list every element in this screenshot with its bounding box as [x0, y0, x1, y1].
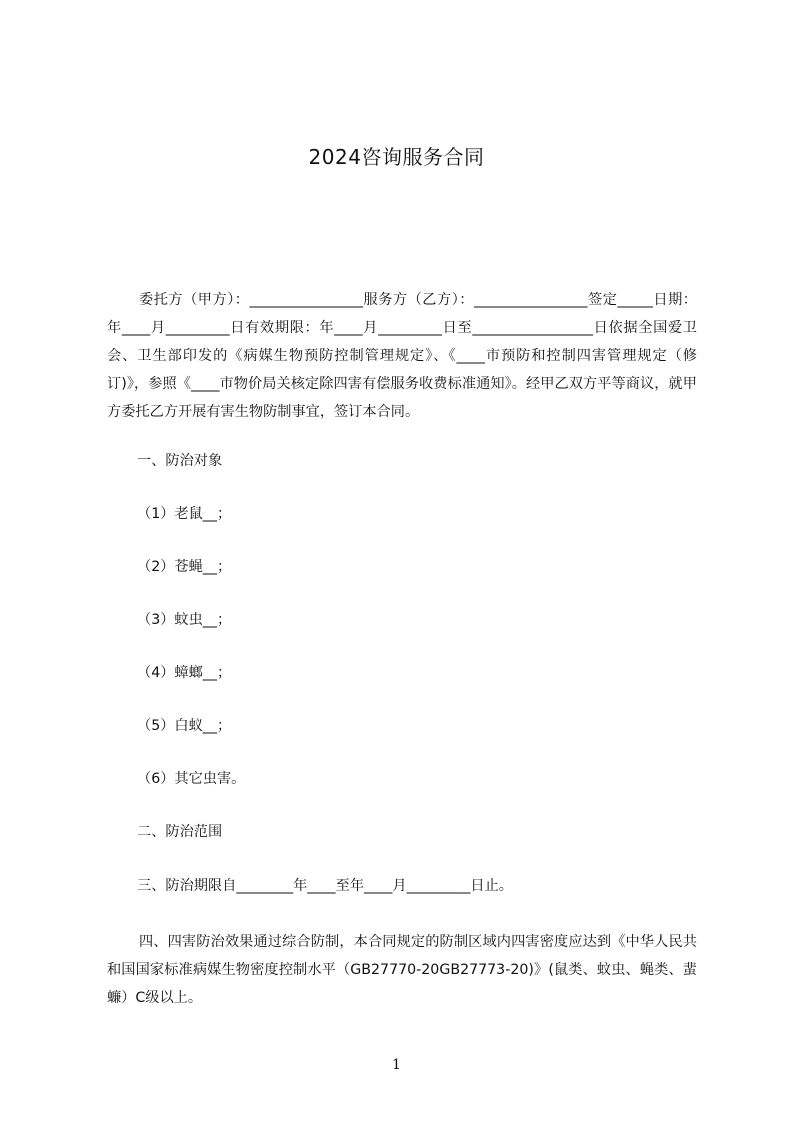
- section4-paragraph: 四、四害防治效果通过综合防制，本合同规定的防制区域内四害密度应达到《中华人民共和国国家标准病媒生物密度控制水平（GB27770-20GB27773-20)》(鼠类、蚊虫、蝇类、蜚蠊）C级以上。: [107, 934, 697, 1006]
- target-item-rat: （1）老鼠__；: [137, 506, 232, 522]
- intro-paragraph: 委托方（甲方）：________________服务方（乙方）：________________签定_____日期：年____月_________日有效期限：年____月_________日至_________________日依据全国爱卫会、卫生部印发的《病媒生物预防控制管理规定》、《____市预防和控制四害管理规定（修订)》，参照《____市物价局关核定除四害有偿服务收费标准通知》。经甲乙双方平等商议，就甲方委托乙方开展有害生物防制事宜，签订本合同。: [107, 292, 697, 420]
- target-item-cockroach: （4）蟑螂__；: [137, 665, 232, 681]
- document-title: 2024咨询服务合同: [308, 145, 485, 169]
- target-item-termite: （5）白蚁__；: [137, 718, 232, 734]
- target-item-fly: （2）苍蝇__；: [137, 559, 232, 575]
- section3-line: 三、防治期限自________年____至年____月_________日止。: [137, 878, 513, 894]
- target-item-other: （6）其它虫害。: [137, 771, 246, 787]
- section2-heading: 二、防治范围: [137, 824, 223, 840]
- section1-heading: 一、防治对象: [137, 453, 223, 469]
- target-item-mosquito: （3）蚊虫__；: [137, 612, 232, 628]
- page-number: 1: [392, 1057, 401, 1073]
